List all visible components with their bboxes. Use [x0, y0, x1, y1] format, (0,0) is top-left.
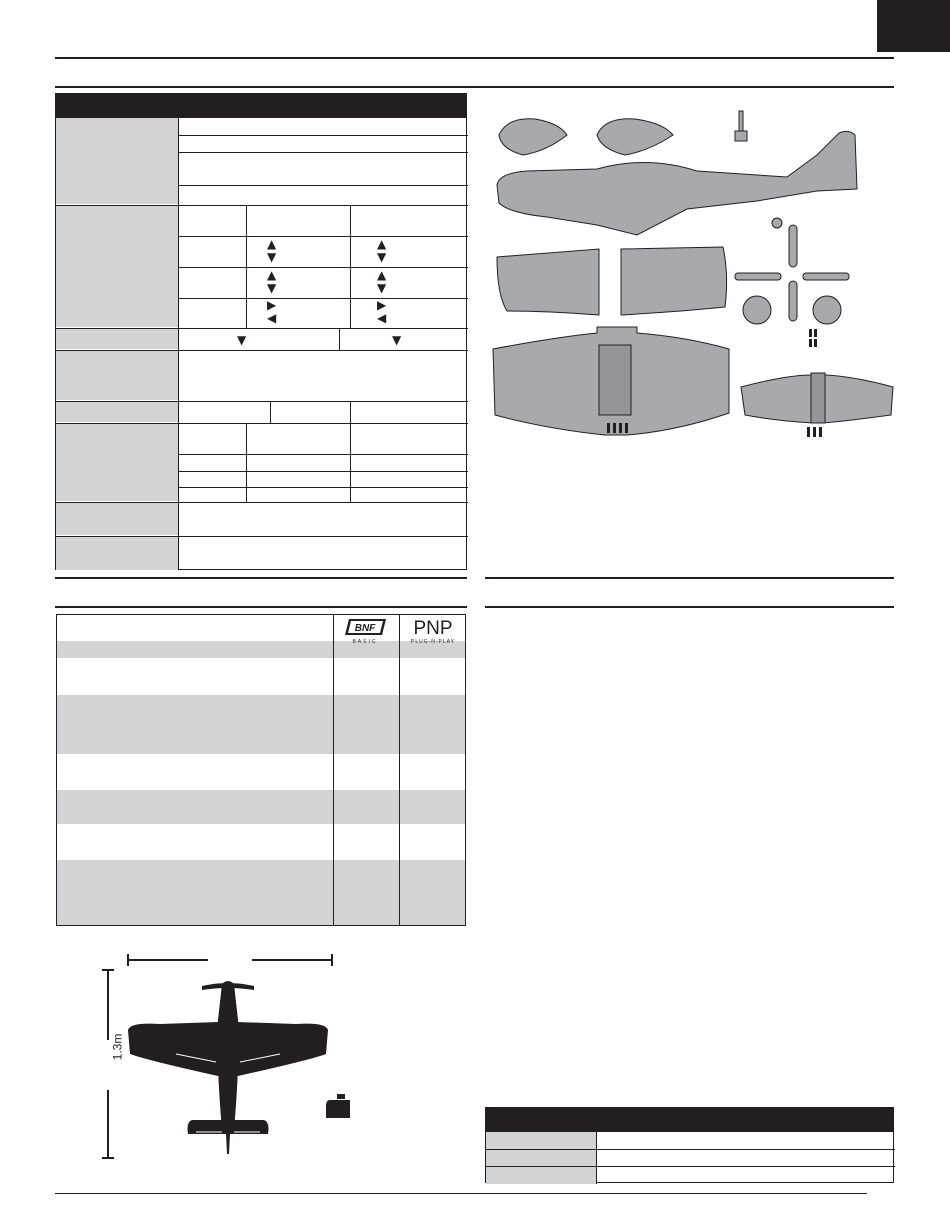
small-info-table	[485, 1107, 894, 1183]
bnf-basic-logo	[344, 617, 388, 647]
spec-label-cell	[56, 424, 178, 503]
bnf-logo-text: BNF	[354, 623, 376, 634]
spec-label-cell	[56, 206, 178, 329]
arrow-right-icon: ▶	[377, 298, 387, 312]
spec-row-line	[178, 152, 468, 153]
section-rule	[485, 606, 894, 608]
spec-col-line	[246, 205, 247, 328]
spec-label-cell	[56, 402, 178, 424]
length-dimension-label: 1.3m	[110, 1033, 125, 1061]
parts-diagram	[487, 105, 897, 450]
spec-label-cell	[56, 503, 178, 537]
arrow-down-icon: ▼	[267, 281, 277, 295]
pnp-logo-subtext: PLUG-N-PLAY	[411, 639, 455, 645]
header-rule-bottom	[55, 86, 894, 88]
spec-label-cell	[56, 351, 178, 402]
spec-col-line	[270, 401, 271, 423]
arrow-down-icon: ▼	[267, 250, 277, 264]
spec-row-line	[178, 267, 468, 268]
spec-row-line	[178, 298, 468, 299]
small-table-col-line	[596, 1132, 597, 1184]
spec-col-line	[246, 423, 247, 502]
table-col-line	[399, 615, 400, 925]
spec-row-line	[178, 471, 468, 472]
arrow-left-icon: ◀	[377, 311, 387, 325]
small-table-label	[486, 1132, 596, 1149]
spec-row-line	[56, 502, 468, 503]
arrow-up-icon: ▲	[377, 237, 387, 251]
airplane-silhouette	[100, 950, 350, 1160]
arrow-right-icon: ▶	[267, 298, 277, 312]
small-table-header	[486, 1108, 893, 1132]
spec-row-line	[178, 454, 468, 455]
spec-row-line	[56, 536, 468, 537]
spec-col-line	[350, 401, 351, 423]
spec-row-line	[56, 328, 468, 329]
spec-table-header	[56, 94, 466, 118]
arrow-left-icon: ◀	[267, 311, 277, 325]
small-table-line	[486, 1149, 895, 1150]
table-stripe	[57, 860, 465, 925]
arrow-up-icon: ▲	[377, 268, 387, 282]
spec-row-line	[178, 487, 468, 488]
language-tab	[877, 0, 950, 52]
arrow-down-icon: ▼	[392, 333, 402, 347]
pnp-logo-text: PNP	[413, 618, 453, 639]
arrow-up-icon: ▲	[267, 237, 277, 251]
arrow-down-icon: ▼	[377, 281, 387, 295]
table-stripe	[57, 790, 465, 824]
header-rule-top	[55, 57, 894, 59]
arrow-up-icon: ▲	[267, 268, 277, 282]
spec-label-cell	[56, 118, 178, 206]
weight-icon	[326, 1094, 350, 1118]
arrow-down-icon: ▼	[377, 250, 387, 264]
specification-table	[55, 93, 467, 570]
spec-row-line	[56, 205, 468, 206]
small-table-label	[486, 1150, 596, 1167]
spec-row-line	[178, 135, 468, 136]
table-col-line	[333, 615, 334, 925]
spec-row-line	[178, 236, 468, 237]
section-rule	[55, 577, 467, 579]
pnp-plug-n-play-logo	[401, 617, 465, 647]
section-rule	[55, 606, 467, 608]
small-table-line	[486, 1166, 895, 1167]
spec-row-line	[56, 401, 468, 402]
arrow-down-icon: ▼	[237, 333, 247, 347]
spec-label-cell	[56, 329, 178, 351]
spec-col-line	[339, 328, 340, 350]
table-stripe	[57, 695, 465, 754]
section-rule	[485, 577, 894, 579]
bnf-logo-subtext: BASIC	[352, 639, 378, 645]
footer-rule	[55, 1193, 867, 1194]
spec-col-line	[350, 205, 351, 328]
spec-row-line	[56, 423, 468, 424]
spec-row-line	[178, 185, 468, 186]
small-table-label	[486, 1167, 596, 1184]
spec-row-line	[56, 350, 468, 351]
included-items-table	[56, 614, 466, 926]
spec-col-line	[350, 423, 351, 502]
spec-label-cell	[56, 537, 178, 570]
